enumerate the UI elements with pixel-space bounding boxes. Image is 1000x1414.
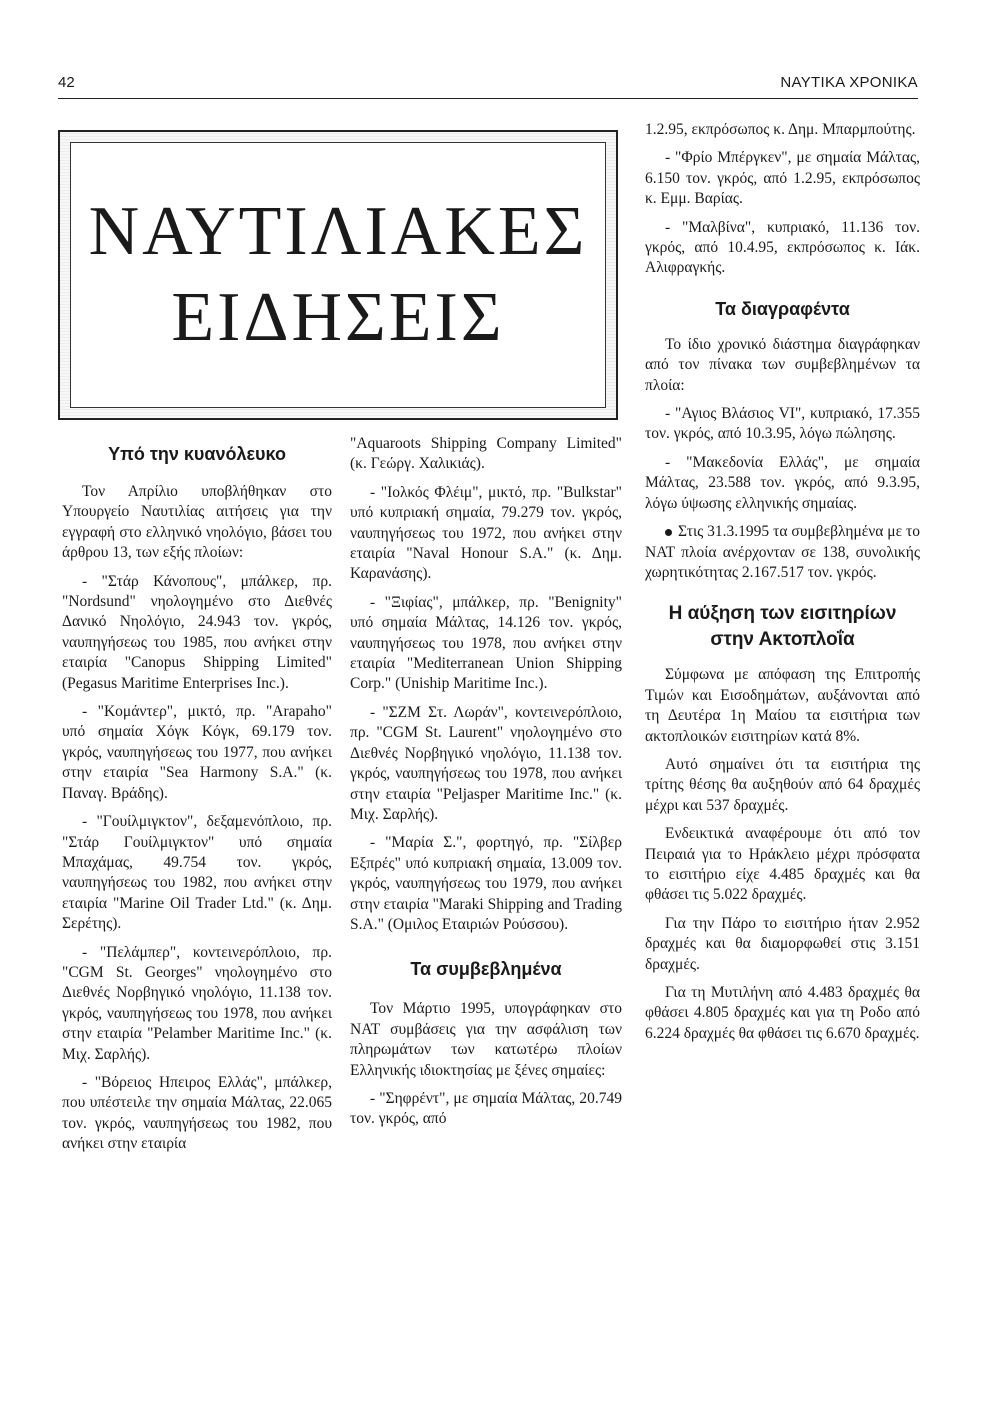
paragraph: - "Κομάντερ", μικτό, πρ. "Arapaho" υπό σημαία Χόγκ Κόγκ, 69.179 τον. γκρός, ναυπηγήσεως του 1977, που ανήκει στην εταιρία "Sea Harmony S.A." (κ. Παναγ. Βράδης).: [62, 703, 332, 802]
paragraph: - "Πελάμπερ", κοντεινερόπλοιο, πρ. "CGM St. Georges" νηολογημένο στο Διεθνές Νορβηγικό νηολόγιο, 11.138 τον. γκρός, ναυπηγήσεως του 1978, που ανήκει στην εταιρία "Pelamber Maritime Inc." (κ. Μιχ. Σαρλής).: [62, 943, 332, 1063]
paragraph: 1.2.95, εκπρόσωπος κ. Δημ. Μπαρμπούτης.: [645, 121, 916, 138]
column-3: [645, 120, 920, 1052]
paragraph: - "ΣΖΜ Στ. Λωράν", κοντεινερόπλοιο, πρ. "CGM St. Laurent" νηολογημένο στο Διεθνές Νορβηγικό νηολόγιο, 11.138 τον. γκρός, ναυπηγήσεως του 1978, που ανήκει στην εταιρία "Peljasper Maritime Inc." (κ. Μιχ. Σαρλής).: [350, 703, 622, 823]
paragraph: Για την Πάρο το εισιτήριο ήταν 2.952 δραχμές και θα διαμορφωθεί στις 3.151 δραχμές.: [645, 914, 920, 973]
bullet-icon: [665, 529, 672, 536]
paragraph: "Aquaroots Shipping Company Limited" (κ. Γεώργ. Χαλικιάς).: [350, 435, 622, 473]
title-line-2: ΕΙΔΗΣΕΙΣ: [171, 279, 505, 356]
title-box: [58, 130, 618, 420]
paragraph: - "Ιολκός Φλέιμ", μικτό, πρ. "Bulkstar" υπό κυπριακή σημαία, 79.279 τον. γκρός, ναυπηγήσεως του 1972, που ανήκει στην εταιρία "Naval Honour S.A." (κ. Δημ. Καρανάσης).: [350, 483, 622, 583]
paragraph: - "Βόρειος Ηπειρος Ελλάς", μπάλκερ, που υπέστειλε την σημαία Μάλτας, 22.065 τον. γκρός, ναυπηγήσεως του 1982, που ανήκει στην εταιρία: [62, 1073, 332, 1153]
running-title: ΝΑΥΤΙΚΑ ΧΡΟΝΙΚΑ: [780, 74, 918, 91]
section-heading-signed: Τα συμβεβλημένα: [410, 959, 562, 980]
section-heading-tickets: Η αύξηση των εισιτηρίων στην Ακτοπλοΐα: [668, 603, 897, 651]
paragraph: Τον Απρίλιο υποβλήθηκαν στο Υπουργείο Ναυτιλίας αιτήσεις για την εγγραφή στο ελληνικό νηολόγιο, βάσει του άρθρου 13, των εξής πλοίων:: [62, 483, 332, 562]
column-2: [350, 434, 622, 1138]
page-number: 42: [58, 74, 75, 91]
bullet-paragraph: [645, 522, 920, 583]
column-1: [62, 482, 332, 1163]
paragraph: - "Μακεδονία Ελλάς", με σημαία Μάλτας, 23.588 τον. γκρός, από 9.3.95, λόγω ύψωσης ελληνικής σημαίας.: [645, 453, 920, 512]
paragraph: - "Ξιφίας", μπάλκερ, πρ. "Benignity" υπό σημαία Μάλτας, 14.126 τον. γκρός, ναυπηγήσεως του 1978, που ανήκει στην εταιρία "Mediterranean Union Shipping Corp." (Uniship Maritime Inc.).: [350, 593, 622, 693]
paragraph: - "Φρίο Μπέργκεν", με σημαία Μάλτας, 6.150 τον. γκρός, από 1.2.95, εκπρόσωπος κ. Εμμ. Βαρίας.: [645, 149, 920, 208]
paragraph: - "Στάρ Κάνοπους", μπάλκερ, πρ. "Nordsund" νηολογημένο στο Διεθνές Δανικό Νηολόγιο, 24.943 τον. γκρός, ναυπηγήσεως του 1985, που ανήκει στην εταιρία "Canopus Shipping Limited" (Pegasus Maritime Enterprises Inc.).: [62, 572, 332, 692]
section-heading-deleted: Τα διαγραφέντα: [715, 298, 850, 319]
title-inner-frame: [70, 142, 606, 408]
paragraph: - "Σηφρέντ", με σημαία Μάλτας, 20.749 τον. γκρός, από: [350, 1089, 622, 1128]
section-heading-under-flag: Υπό την κυανόλευκο: [108, 444, 286, 464]
paragraph: Αυτό σημαίνει ότι τα εισιτήρια της τρίτης θέσης θα αυξηθούν από 64 δραχμές μέχρι και 537 δραχμές.: [645, 755, 920, 814]
page-header: [58, 72, 918, 99]
paragraph: Για τη Μυτιλήνη από 4.483 δραχμές θα φθάσει 4.805 δραχμές και για τη Ροδο από 6.224 δραχμές θα φθάσει τις 6.670 δραχμές.: [645, 984, 920, 1042]
paragraph: - "Αγιος Βλάσιος VI", κυπριακό, 17.355 τον. γκρός, από 10.3.95, λόγω πώλησης.: [645, 405, 920, 443]
title-line-1: ΝΑΥΤΙΛΙΑΚΕΣ: [88, 193, 588, 270]
paragraph: - "Μαρία Σ.", φορτηγό, πρ. "Σίλβερ Εξπρές" υπό κυπριακή σημαία, 13.009 τον. γκρός, ναυπηγήσεως του 1979, που ανήκει στην εταιρία "Maraki Shipping and Trading S.A." (Ομιλος Εταιριών Ρούσσου).: [350, 834, 622, 933]
paragraph: Ενδεικτικά αναφέρουμε ότι από τον Πειραιά για το Ηράκλειο μέχρι πρόσφατα το εισιτήριο είχε 4.485 δραχμές και θα φθάσει τις 5.022 δραχμές.: [645, 825, 920, 904]
paragraph: Τον Μάρτιο 1995, υπογράφηκαν στο ΝΑΤ συμβάσεις για την ασφάλιση των πληρωμάτων των κατωτέρω πλοίων Ελληνικής ιδιοκτησίας με ξένες σημαίες:: [350, 1000, 622, 1079]
paragraph: Το ίδιο χρονικό διάστημα διαγράφηκαν από τον πίνακα των συμβεβλημένων τα πλοία:: [645, 335, 920, 394]
paragraph: Σύμφωνα με απόφαση της Επιτροπής Τιμών και Εισοδημάτων, αυξάνονται από τη Δευτέρα 1η Μαίου τα εισιτήρια των ακτοπλοικών εισιτηρίων κατά 8%.: [645, 666, 920, 745]
paragraph: - "Μαλβίνα", κυπριακό, 11.136 τον. γκρός, από 10.4.95, εκπρόσωπος κ. Ιάκ. Αλιφραγκής.: [645, 218, 920, 277]
bullet-text: Στις 31.3.1995 τα συμβεβλημένα με το ΝΑΤ πλοία ανέρχονταν σε 138, συνολικής χωρητικότητας 2.167.517 τον. γκρός.: [645, 523, 920, 581]
paragraph: - "Γουίλμιγκτον", δεξαμενόπλοιο, πρ. "Στάρ Γουίλμιγκτον" υπό σημαία Μπαχάμας, 49.754 τον. γκρός, ναυπηγήσεως του 1982, που ανήκει στην εταιρία "Marine Oil Trader Ltd." (κ. Δημ. Σερέτης).: [62, 813, 332, 933]
